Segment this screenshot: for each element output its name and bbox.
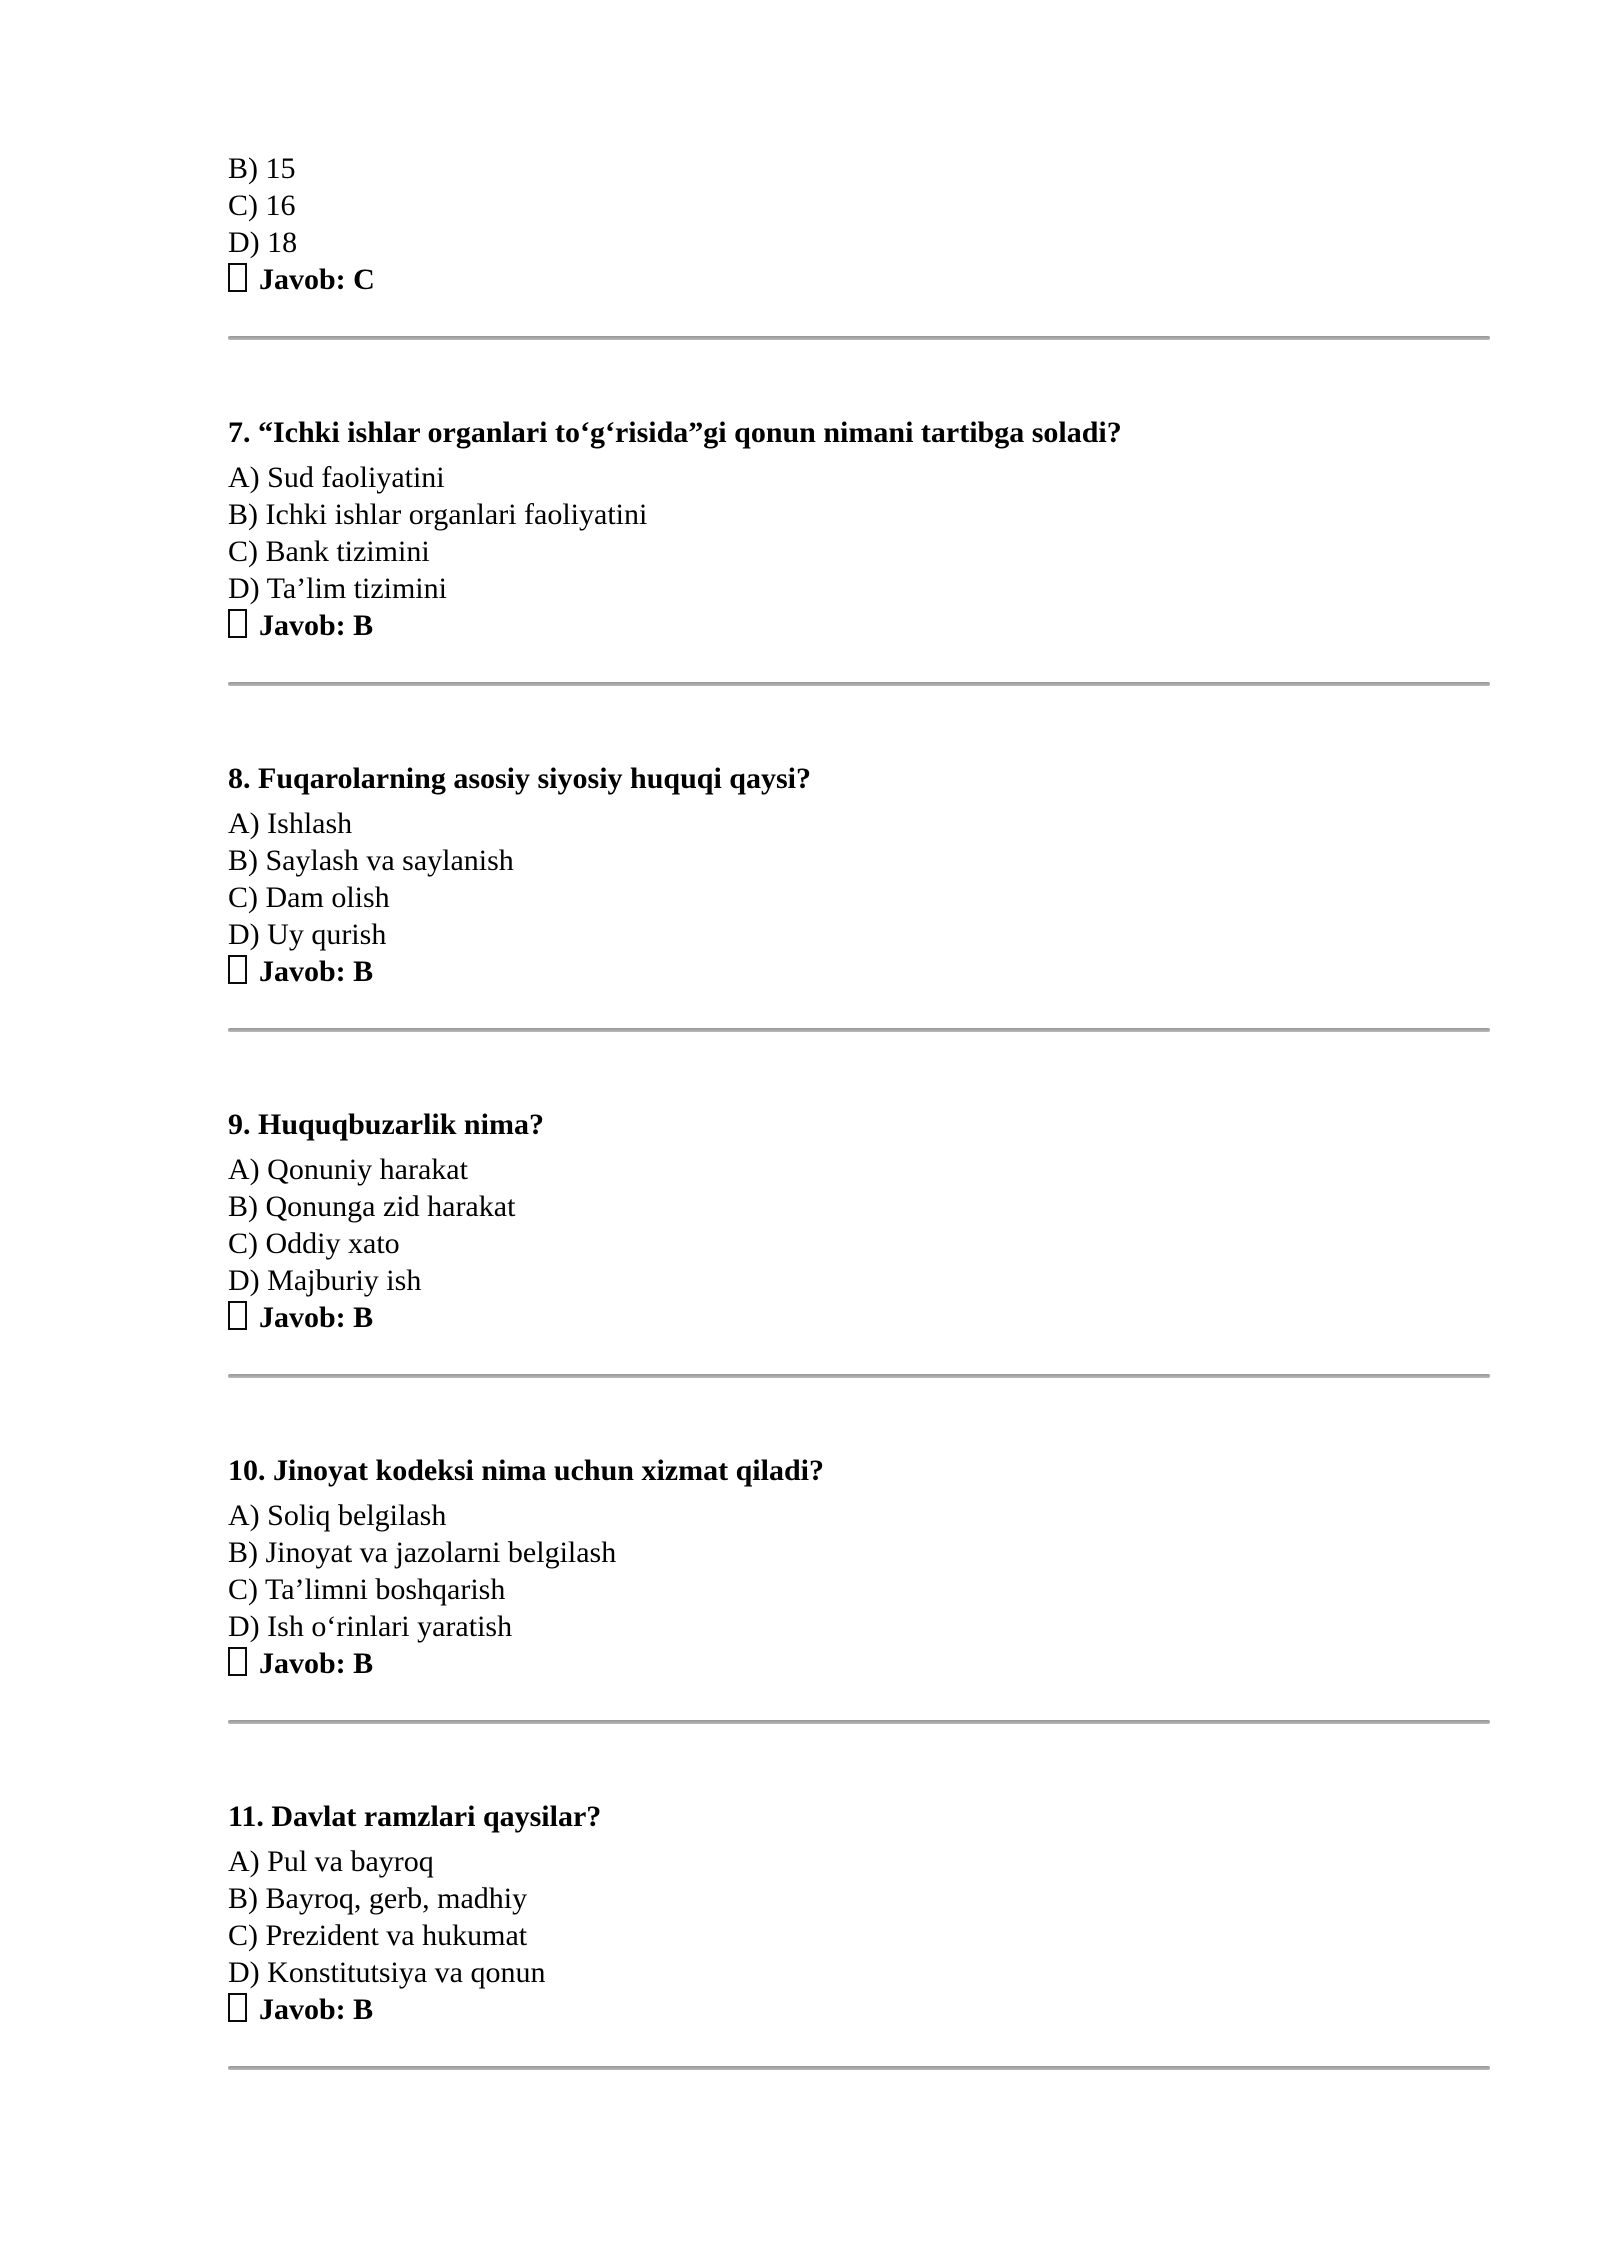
question-option: A) Pul va bayroq bbox=[228, 1845, 434, 1878]
question-option: D) Uy qurish bbox=[228, 918, 387, 951]
question-option: C) Dam olish bbox=[228, 881, 390, 914]
question-divider bbox=[228, 336, 1490, 340]
question-title: 10. Jinoyat kodeksi nima uchun xizmat qiladi? bbox=[228, 1454, 824, 1487]
partial-question-block bbox=[228, 150, 1490, 298]
answer-text: Javob: B bbox=[259, 1301, 374, 1334]
question-divider bbox=[228, 1028, 1490, 1032]
question-divider bbox=[228, 1720, 1490, 1724]
question-option: D) Majburiy ish bbox=[228, 1264, 422, 1297]
question-option: C) Oddiy xato bbox=[228, 1227, 400, 1260]
question-option: D) 18 bbox=[228, 226, 298, 259]
missing-glyph-icon bbox=[228, 609, 247, 638]
question-option: B) 15 bbox=[228, 152, 296, 185]
question-title: 7. “Ichki ishlar organlari to‘g‘risida”gi qonun nimani tartibga soladi? bbox=[228, 416, 1122, 449]
answer-text: Javob: B bbox=[259, 1993, 374, 2026]
question-option: B) Saylash va saylanish bbox=[228, 844, 514, 877]
missing-glyph-icon bbox=[228, 1993, 247, 2022]
question-option: C) 16 bbox=[228, 189, 296, 222]
answer-line bbox=[228, 1991, 1490, 2028]
answer-text: Javob: B bbox=[259, 955, 374, 988]
question-option: C) Ta’limni boshqarish bbox=[228, 1573, 506, 1606]
missing-glyph-icon bbox=[228, 263, 247, 292]
question-title: 11. Davlat ramzlari qaysilar? bbox=[228, 1800, 602, 1833]
answer-line bbox=[228, 261, 1490, 298]
question-option: A) Ishlash bbox=[228, 807, 353, 840]
question-divider bbox=[228, 682, 1490, 686]
answer-text: Javob: B bbox=[259, 609, 374, 642]
question-block-10 bbox=[228, 1452, 1490, 1682]
question-option: B) Jinoyat va jazolarni belgilash bbox=[228, 1536, 617, 1569]
question-block-7 bbox=[228, 414, 1490, 644]
question-option: B) Qonunga zid harakat bbox=[228, 1190, 516, 1223]
question-title: 8. Fuqarolarning asosiy siyosiy huquqi qaysi? bbox=[228, 762, 811, 795]
question-option: A) Sud faoliyatini bbox=[228, 461, 445, 494]
quiz-document bbox=[228, 0, 1490, 2070]
question-divider bbox=[228, 2066, 1490, 2070]
question-option: B) Ichki ishlar organlari faoliyatini bbox=[228, 498, 648, 531]
question-option: B) Bayroq, gerb, madhiy bbox=[228, 1882, 528, 1915]
question-divider bbox=[228, 1374, 1490, 1378]
question-option: C) Prezident va hukumat bbox=[228, 1919, 528, 1952]
answer-line bbox=[228, 1299, 1490, 1336]
answer-line bbox=[228, 1645, 1490, 1682]
question-option: A) Qonuniy harakat bbox=[228, 1153, 468, 1186]
question-block-8 bbox=[228, 760, 1490, 990]
question-block-11 bbox=[228, 1798, 1490, 2028]
question-option: D) Ta’lim tizimini bbox=[228, 572, 447, 605]
missing-glyph-icon bbox=[228, 1301, 247, 1330]
question-title: 9. Huquqbuzarlik nima? bbox=[228, 1108, 544, 1141]
answer-line bbox=[228, 953, 1490, 990]
answer-text: Javob: B bbox=[259, 1647, 374, 1680]
question-option: D) Konstitutsiya va qonun bbox=[228, 1956, 546, 1989]
question-block-9 bbox=[228, 1106, 1490, 1336]
question-option: D) Ish o‘rinlari yaratish bbox=[228, 1610, 513, 1643]
missing-glyph-icon bbox=[228, 1647, 247, 1676]
question-option: C) Bank tizimini bbox=[228, 535, 430, 568]
answer-text: Javob: C bbox=[259, 263, 375, 296]
missing-glyph-icon bbox=[228, 955, 247, 984]
question-option: A) Soliq belgilash bbox=[228, 1499, 447, 1532]
answer-line bbox=[228, 607, 1490, 644]
